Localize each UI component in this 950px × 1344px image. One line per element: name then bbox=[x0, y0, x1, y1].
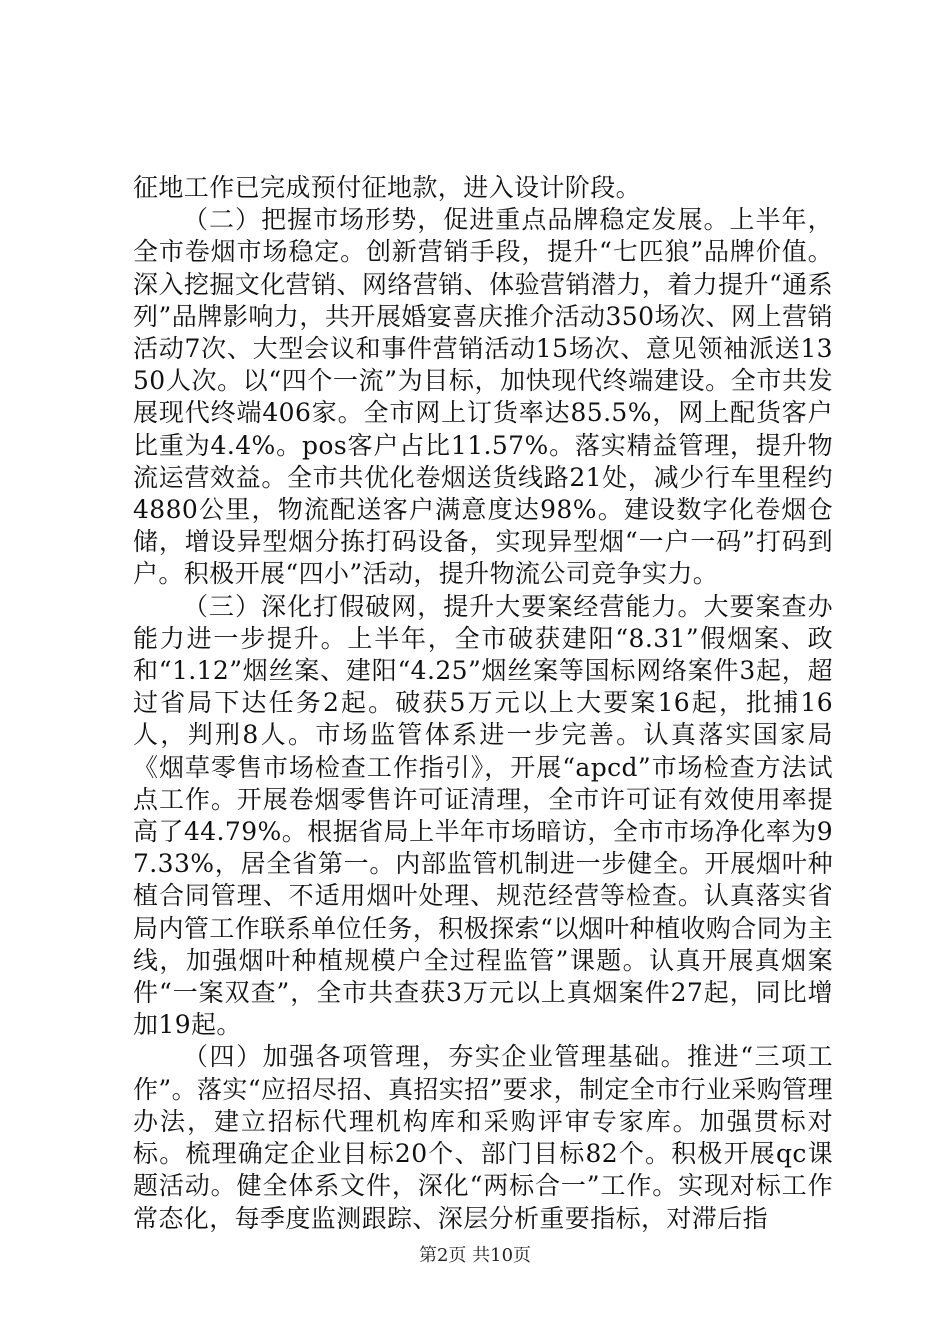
paragraph-section-3-anti-counterfeit: （三）深化打假破网，提升大要案经营能力。大要案查办能力进一步提升。上半年，全市破获建阳“8.31”假烟案、政和“1.12”烟丝案、建阳“4.25”烟丝案等国标网络案件3起，超过省局下达任务2起。破获5万元以上大要案16起，批捕16人，判刑8人。市场监管体系进一步完善。认真落实国家局《烟草零售市场检查工作指引》，开展“apcd”市场检查方法试点工作。开展卷烟零售许可证清理，全市许可证有效使用率提高了44.79%。根据省局上半年市场暗访，全市市场净化率为97.33%，居全省第一。内部监管机制进一步健全。开展烟叶种植合同管理、不适用烟叶处理、规范经营等检查。认真落实省局内管工作联系单位任务，积极探索“以烟叶种植收购合同为主线，加强烟叶种植规模户全过程监管”课题。认真开展真烟案件“一案双查”，全市共查获3万元以上真烟案件27起，同比增加19起。 bbox=[133, 591, 833, 1040]
paragraph-section-4-management: （四）加强各项管理，夯实企业管理基础。推进“三项工作”。落实“应招尽招、真招实招”要求，制定全市行业采购管理办法，建立招标代理机构库和采购评审专家库。加强贯标对标。梳理确定企业目标20个、部门目标82个。积极开展qc课题活动。健全体系文件，深化“两标合一”工作。实现对标工作常态化，每季度监测跟踪、深层分析重要指标，对滞后指 bbox=[133, 1042, 833, 1233]
page-number-footer: 第2页 共10页 bbox=[418, 1245, 532, 1266]
document-body bbox=[133, 172, 833, 1235]
paragraph-section-2-brand-development: （二）把握市场形势，促进重点品牌稳定发展。上半年，全市卷烟市场稳定。创新营销手段，提升“七匹狼”品牌价值。深入挖掘文化营销、网络营销、体验营销潜力，着力提升“通系列”品牌影响力，共开展婚宴喜庆推介活动350场次、网上营销活动7次、大型会议和事件营销活动15场次、意见领袖派送1350人次。以“四个一流”为目标，加快现代终端建设。全市共发展现代终端406家。全市网上订货率达85.5%，网上配货客户比重为4.4%。pos客户占比11.57%。落实精益管理，提升物流运营效益。全市共优化卷烟送货线路21处，减少行车里程约4880公里，物流配送客户满意度达98%。建设数字化卷烟仓储，增设异型烟分拣打码设备，实现异型烟“一户一码”打码到户。积极开展“四小”活动，提升物流公司竞争实力。 bbox=[133, 205, 833, 589]
paragraph-continuation: 征地工作已完成预付征地款，进入设计阶段。 bbox=[133, 173, 642, 202]
